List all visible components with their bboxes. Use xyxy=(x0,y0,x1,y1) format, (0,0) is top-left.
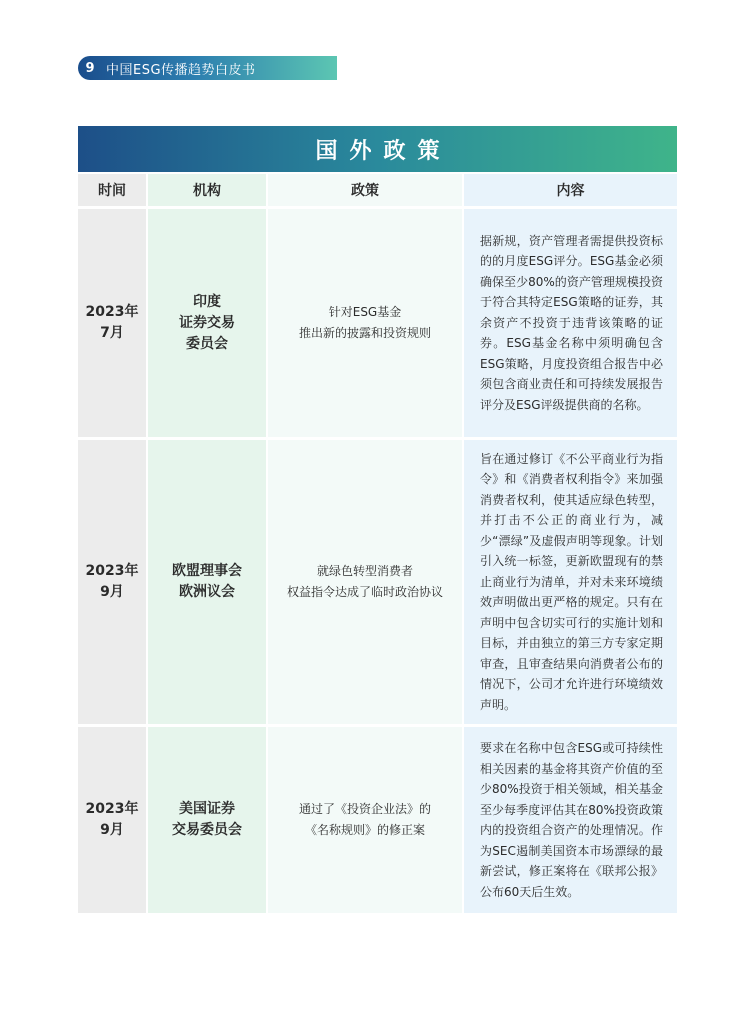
row-2-time: 2023年 9月 xyxy=(78,440,146,724)
row-2-policy: 就绿色转型消费者 权益指令达成了临时政治协议 xyxy=(268,440,462,724)
row-1-content: 据新规，资产管理者需提供投资标的的月度ESG评分。ESG基金必须确保至少80%的资产管理规模投资于符合其特定ESG策略的证券，其余资产不投资于违背该策略的证券。ESG基金名称中须明确包含ESG策略，月度投资组合报告中必须包含商业责任和可持续发展报告评分及ESG评级提供商的名称。 xyxy=(464,209,677,437)
policy-table xyxy=(78,126,677,913)
row-3-content: 要求在名称中包含ESG或可持续性相关因素的基金将其资产价值的至少80%投资于相关领域，相关基金至少每季度评估其在80%投资政策内的投资组合资产的处理情况。作为SEC遏制美国资本市场漂绿的最新尝试，修正案将在《联邦公报》公布60天后生效。 xyxy=(464,727,677,913)
page-header xyxy=(78,56,337,80)
column-header-policy: 政策 xyxy=(268,174,462,206)
table-banner: 国外政策 xyxy=(78,126,677,172)
table-grid xyxy=(78,174,677,913)
page-number: 9 xyxy=(85,60,95,76)
row-3-time: 2023年 9月 xyxy=(78,727,146,913)
column-header-time: 时间 xyxy=(78,174,146,206)
row-3-org: 美国证券 交易委员会 xyxy=(148,727,266,913)
row-1-time: 2023年 7月 xyxy=(78,209,146,437)
row-1-policy: 针对ESG基金 推出新的披露和投资规则 xyxy=(268,209,462,437)
column-header-org: 机构 xyxy=(148,174,266,206)
row-2-org: 欧盟理事会 欧洲议会 xyxy=(148,440,266,724)
document-title: 中国ESG传播趋势白皮书 xyxy=(106,62,256,78)
column-header-content: 内容 xyxy=(464,174,677,206)
row-3-policy: 通过了《投资企业法》的 《名称规则》的修正案 xyxy=(268,727,462,913)
row-1-org: 印度 证券交易 委员会 xyxy=(148,209,266,437)
row-2-content: 旨在通过修订《不公平商业行为指令》和《消费者权利指令》来加强消费者权利，使其适应绿色转型，并打击不公正的商业行为，减少“漂绿”及虚假声明等现象。计划引入统一标签，更新欧盟现有的禁止商业行为清单，并对未来环境绩效声明做出更严格的规定。只有在声明中包含切实可行的实施计划和目标，并由独立的第三方专家定期审查，且审查结果向消费者公布的情况下，公司才允许进行环境绩效声明。 xyxy=(464,440,677,724)
